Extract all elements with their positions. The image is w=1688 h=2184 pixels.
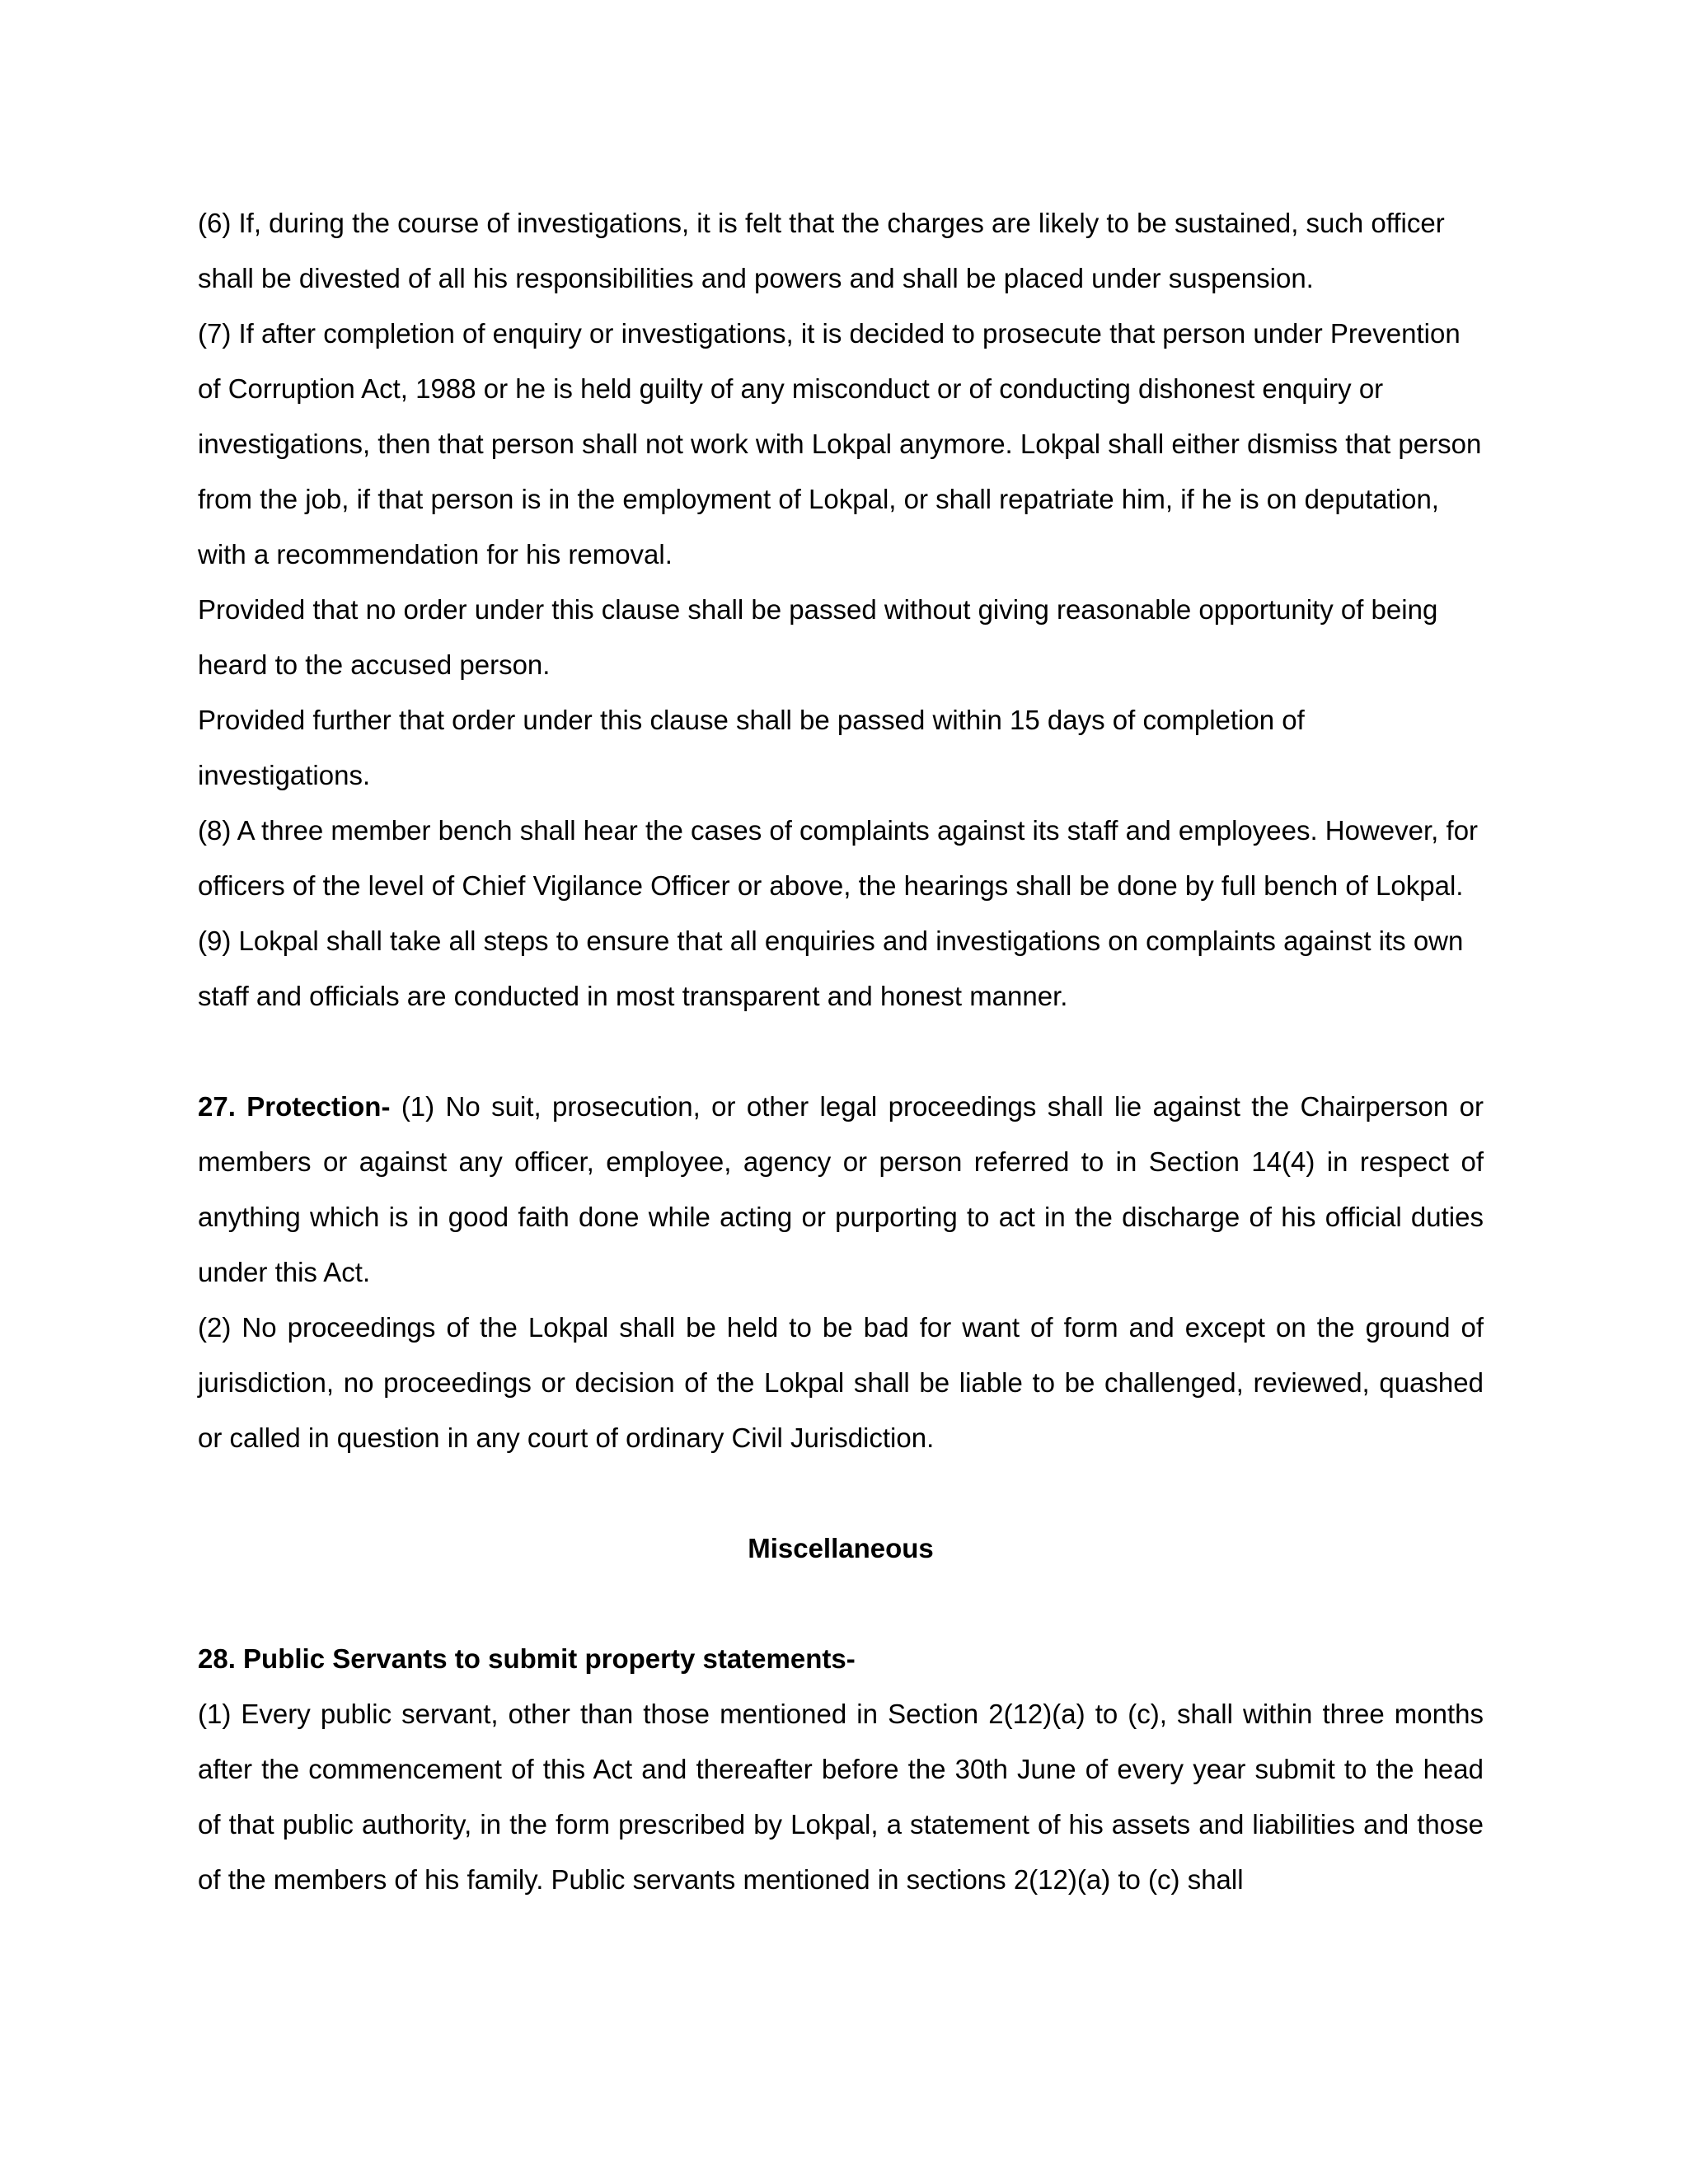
section-28-heading: 28. Public Servants to submit property statements- (198, 1643, 856, 1674)
spacer (198, 1465, 1484, 1521)
section-28-clause-1: (1) Every public servant, other than those mentioned in Section 2(12)(a) to (c), shall within three months after the commencement of this Act and thereafter before the 30th June of every year submit to the head of that public authority, in the form prescribed by Lokpal, a statement of his assets and liabilities and those of the members of his family. Public servants mentioned in sections 2(12)(a) to (c) shall (198, 1699, 1484, 1895)
section-27-clause-1-text: (1) No suit, prosecution, or other legal proceedings shall lie against the Chairperson or members or against any officer, employee, agency or person referred to in Section 14(4) in respect of anything which is in good faith done while acting or purporting to act in the discharge of his official duties under this Act. (198, 1091, 1484, 1287)
section-27-heading: 27. Protection- (198, 1091, 391, 1122)
proviso-2: Provided further that order under this clause shall be passed within 15 days of completion of investigations. (198, 705, 1305, 790)
paragraph-6: (6) If, during the course of investigations, it is felt that the charges are likely to be sustained, such officer shall be divested of all his responsibilities and powers and shall be placed under suspension. (198, 208, 1445, 293)
spacer (198, 1024, 1484, 1079)
paragraph-7: (7) If after completion of enquiry or investigations, it is decided to prosecute that person under Prevention of Corruption Act, 1988 or he is held guilty of any misconduct or of conducting dishonest enquiry or investigations, then that person shall not work with Lokpal anymore. Lokpal shall either dismiss that person from the job, if that person is in the employment of Lokpal, or shall repatriate him, if he is on deputation, with a recommendation for his removal. (198, 318, 1482, 569)
paragraph-8: (8) A three member bench shall hear the cases of complaints against its staff and employees. However, for officers of the level of Chief Vigilance Officer or above, the hearings shall be done by full bench of Lokpal. (198, 815, 1479, 901)
paragraph-9: (9) Lokpal shall take all steps to ensure that all enquiries and investigations on complaints against its own staff and officials are conducted in most transparent and honest manner. (198, 926, 1464, 1011)
spacer (198, 1576, 1484, 1631)
section-27-clause-1 (198, 1079, 1484, 1300)
miscellaneous-heading: Miscellaneous (748, 1533, 934, 1563)
section-27-clause-2: (2) No proceedings of the Lokpal shall be held to be bad for want of form and except on the ground of jurisdiction, no proceedings or decision of the Lokpal shall be liable to be challenged, reviewed, quashed or called in question in any court of ordinary Civil Jurisdiction. (198, 1312, 1484, 1453)
document-body (198, 195, 1484, 1907)
proviso-1: Provided that no order under this clause shall be passed without giving reasonable opportunity of being heard to the accused person. (198, 594, 1438, 680)
